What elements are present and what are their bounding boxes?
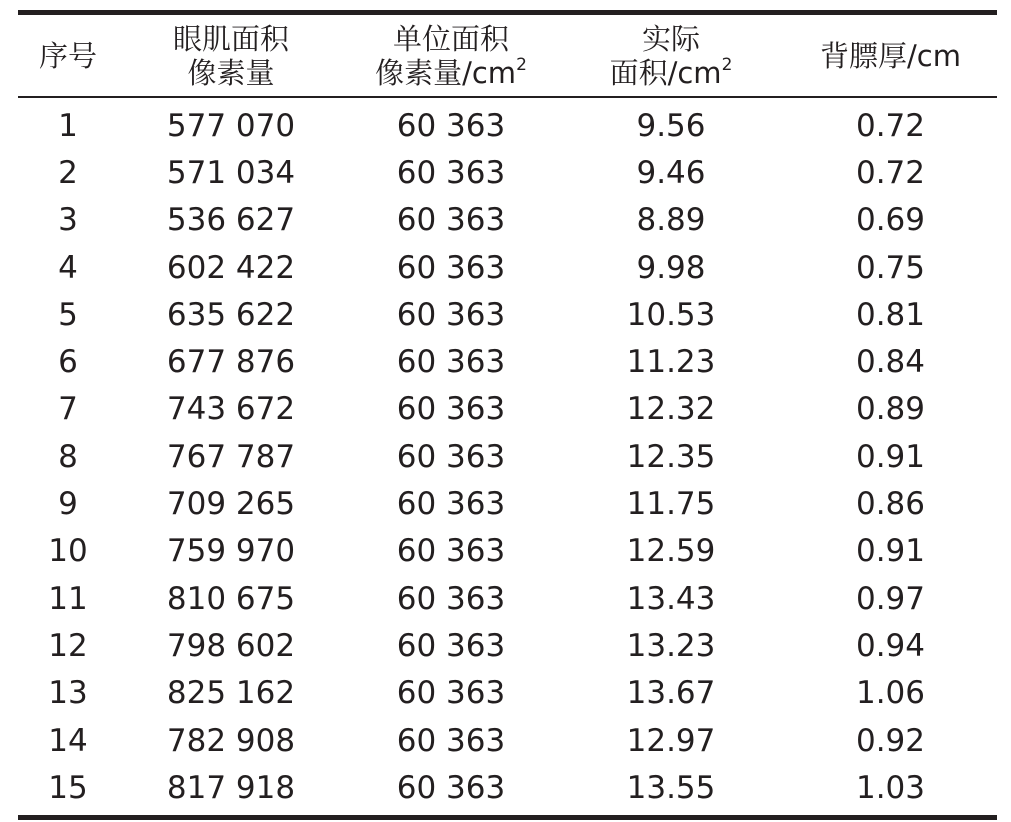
cell-eye-muscle-pixels: 810 675 [166, 580, 296, 617]
header-label-text: 像素量/cm [375, 55, 517, 90]
table-bottom-rule [18, 815, 997, 820]
cell-backfat: 0.72 [855, 154, 926, 191]
cell-index: 9 [58, 486, 78, 523]
cell-eye-muscle-pixels: 782 908 [166, 722, 296, 759]
cell-index: 15 [48, 769, 88, 806]
cell-actual-area: 13.67 [626, 675, 716, 712]
cell-eye-muscle-pixels: 709 265 [166, 486, 296, 523]
cell-backfat: 1.03 [855, 769, 926, 806]
cell-eye-muscle-pixels: 767 787 [166, 438, 296, 475]
table-row [18, 102, 997, 149]
cell-actual-area: 12.59 [626, 533, 716, 570]
cell-eye-muscle-pixels: 743 672 [166, 391, 296, 428]
header-label: 实际 [641, 21, 700, 56]
table-row [18, 244, 997, 291]
table-row [18, 291, 997, 338]
cell-eye-muscle-pixels: 817 918 [166, 769, 296, 806]
header-label: 单位面积 [392, 21, 509, 56]
table-row [18, 386, 997, 433]
cell-index: 3 [58, 202, 78, 239]
cell-index: 5 [58, 296, 78, 333]
table-row [18, 575, 997, 622]
cell-backfat: 0.97 [855, 580, 926, 617]
data-table [18, 10, 997, 820]
cell-unit-area-pixels: 60 363 [396, 202, 506, 239]
cell-actual-area: 11.23 [626, 344, 716, 381]
cell-actual-area: 9.56 [636, 107, 706, 144]
cell-backfat: 0.72 [855, 107, 926, 144]
cell-index: 2 [58, 154, 78, 191]
cell-actual-area: 12.97 [626, 722, 716, 759]
cell-backfat: 0.92 [855, 722, 926, 759]
cell-unit-area-pixels: 60 363 [396, 249, 506, 286]
cell-unit-area-pixels: 60 363 [396, 391, 506, 428]
table-row [18, 764, 997, 811]
header-label: 背膘厚/cm [820, 38, 961, 73]
table-row [18, 197, 997, 244]
cell-backfat: 0.89 [855, 391, 926, 428]
cell-index: 12 [48, 627, 88, 664]
cell-index: 7 [58, 391, 78, 428]
cell-index: 13 [48, 675, 88, 712]
cell-backfat: 0.75 [855, 249, 926, 286]
cell-unit-area-pixels: 60 363 [396, 296, 506, 333]
cell-actual-area: 12.35 [626, 438, 716, 475]
header-label: 序号 [38, 38, 97, 73]
cell-unit-area-pixels: 60 363 [396, 107, 506, 144]
header-label-line2 [558, 56, 784, 90]
header-eye-muscle-pixels [118, 22, 344, 90]
cell-index: 14 [48, 722, 88, 759]
cell-backfat: 0.84 [855, 344, 926, 381]
cell-actual-area: 11.75 [626, 486, 716, 523]
cell-index: 10 [48, 533, 88, 570]
cell-backfat: 0.91 [855, 438, 926, 475]
cell-index: 11 [48, 580, 88, 617]
table-row [18, 622, 997, 669]
cell-index: 4 [58, 249, 78, 286]
header-actual-area [558, 22, 784, 90]
table-header [18, 15, 997, 96]
header-unit-area-pixels [344, 22, 558, 90]
table-body [18, 98, 997, 815]
cell-backfat: 0.91 [855, 533, 926, 570]
cell-index: 1 [58, 107, 78, 144]
cell-unit-area-pixels: 60 363 [396, 769, 506, 806]
cell-backfat: 0.81 [855, 296, 926, 333]
cell-unit-area-pixels: 60 363 [396, 580, 506, 617]
header-label-line2 [344, 56, 558, 90]
cell-eye-muscle-pixels: 602 422 [166, 249, 296, 286]
cell-unit-area-pixels: 60 363 [396, 486, 506, 523]
cell-backfat: 1.06 [855, 675, 926, 712]
header-index [18, 39, 118, 73]
cell-actual-area: 12.32 [626, 391, 716, 428]
table-row [18, 670, 997, 717]
table-row [18, 480, 997, 527]
cell-actual-area: 10.53 [626, 296, 716, 333]
header-label: 眼肌面积 [172, 21, 289, 56]
cell-actual-area: 8.89 [636, 202, 706, 239]
cell-unit-area-pixels: 60 363 [396, 627, 506, 664]
table-row [18, 338, 997, 385]
cell-eye-muscle-pixels: 825 162 [166, 675, 296, 712]
table-row [18, 149, 997, 196]
table-row [18, 717, 997, 764]
cell-actual-area: 13.43 [626, 580, 716, 617]
cell-unit-area-pixels: 60 363 [396, 533, 506, 570]
cell-actual-area: 13.23 [626, 627, 716, 664]
header-label-line2: 像素量 [187, 55, 275, 90]
cell-unit-area-pixels: 60 363 [396, 438, 506, 475]
cell-actual-area: 9.46 [636, 154, 706, 191]
cell-index: 8 [58, 438, 78, 475]
superscript: 2 [721, 54, 733, 75]
cell-unit-area-pixels: 60 363 [396, 154, 506, 191]
cell-eye-muscle-pixels: 759 970 [166, 533, 296, 570]
cell-backfat: 0.69 [855, 202, 926, 239]
cell-unit-area-pixels: 60 363 [396, 675, 506, 712]
cell-index: 6 [58, 344, 78, 381]
cell-backfat: 0.86 [855, 486, 926, 523]
cell-unit-area-pixels: 60 363 [396, 344, 506, 381]
table-row [18, 433, 997, 480]
cell-eye-muscle-pixels: 577 070 [166, 107, 296, 144]
superscript: 2 [516, 54, 527, 75]
header-backfat-thickness [784, 39, 997, 73]
cell-backfat: 0.94 [855, 627, 926, 664]
cell-eye-muscle-pixels: 571 034 [166, 154, 296, 191]
cell-eye-muscle-pixels: 798 602 [166, 627, 296, 664]
cell-actual-area: 13.55 [626, 769, 716, 806]
cell-unit-area-pixels: 60 363 [396, 722, 506, 759]
cell-eye-muscle-pixels: 635 622 [166, 296, 296, 333]
cell-eye-muscle-pixels: 677 876 [166, 344, 296, 381]
cell-eye-muscle-pixels: 536 627 [166, 202, 296, 239]
cell-actual-area: 9.98 [636, 249, 706, 286]
header-label-text: 面积/cm [609, 55, 722, 90]
table-row [18, 528, 997, 575]
